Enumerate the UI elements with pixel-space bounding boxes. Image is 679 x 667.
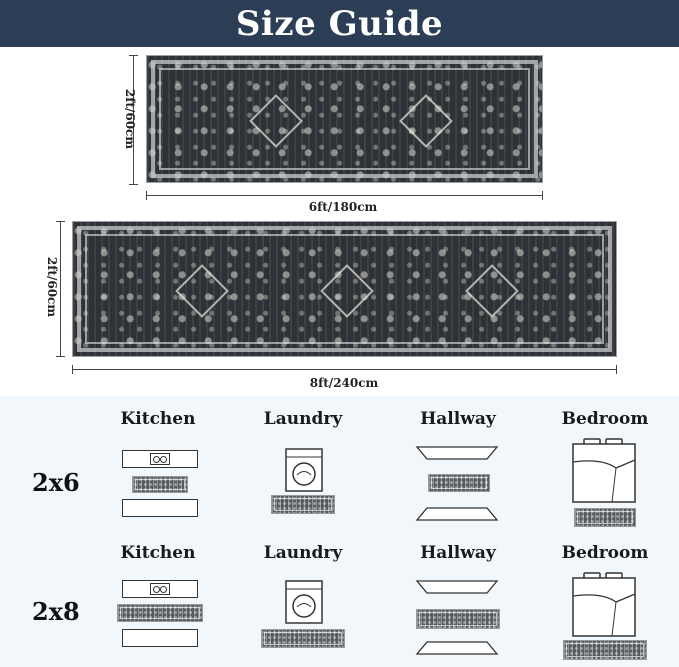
- bed-icon: [572, 438, 636, 504]
- room-label-bedroom: Bedroom: [561, 409, 649, 429]
- page-title: Size Guide: [235, 3, 444, 44]
- rug-mini-bedroom-2x8: [563, 640, 647, 660]
- height-dimension-line-8ft: [60, 221, 61, 357]
- header-banner: [0, 0, 679, 47]
- washing-machine-icon: [285, 448, 323, 492]
- width-dimension-line-8ft: [72, 369, 617, 370]
- size-label-2x6: 2x6: [32, 468, 80, 497]
- rug-mini-hallway-2x8: [416, 609, 500, 629]
- rug-mini-bedroom-2x6: [574, 508, 636, 527]
- rug-image-6ft: [146, 55, 543, 183]
- room-label-bedroom: Bedroom: [561, 543, 649, 563]
- height-label-8ft: 2ft/60cm: [45, 256, 59, 318]
- rug-mini-hallway-2x6: [428, 474, 490, 492]
- stove-icon: [150, 583, 170, 595]
- room-label-kitchen: Kitchen: [120, 543, 196, 563]
- room-label-hallway: Hallway: [420, 543, 496, 563]
- rug-image-8ft: [72, 221, 617, 357]
- room-label-hallway: Hallway: [420, 409, 496, 429]
- size-label-2x8: 2x8: [32, 597, 80, 626]
- rug-mini-kitchen-2x6: [132, 476, 188, 493]
- stove-icon: [150, 453, 170, 465]
- rug-mini-kitchen-2x8: [117, 604, 203, 622]
- rug-mini-laundry-2x8: [261, 629, 345, 648]
- width-dimension-line-6ft: [146, 195, 543, 196]
- width-label-8ft: 8ft/240cm: [309, 376, 379, 390]
- height-label-6ft: 2ft/60cm: [123, 88, 137, 150]
- rug-mini-laundry-2x6: [271, 495, 335, 514]
- bed-icon: [572, 572, 636, 638]
- kitchen-counter-bottom: [122, 499, 198, 517]
- washing-machine-icon: [285, 580, 323, 624]
- width-label-6ft: 6ft/180cm: [308, 200, 378, 214]
- room-label-laundry: Laundry: [263, 409, 343, 429]
- room-label-kitchen: Kitchen: [120, 409, 196, 429]
- kitchen-counter-bottom: [122, 629, 198, 647]
- room-label-laundry: Laundry: [263, 543, 343, 563]
